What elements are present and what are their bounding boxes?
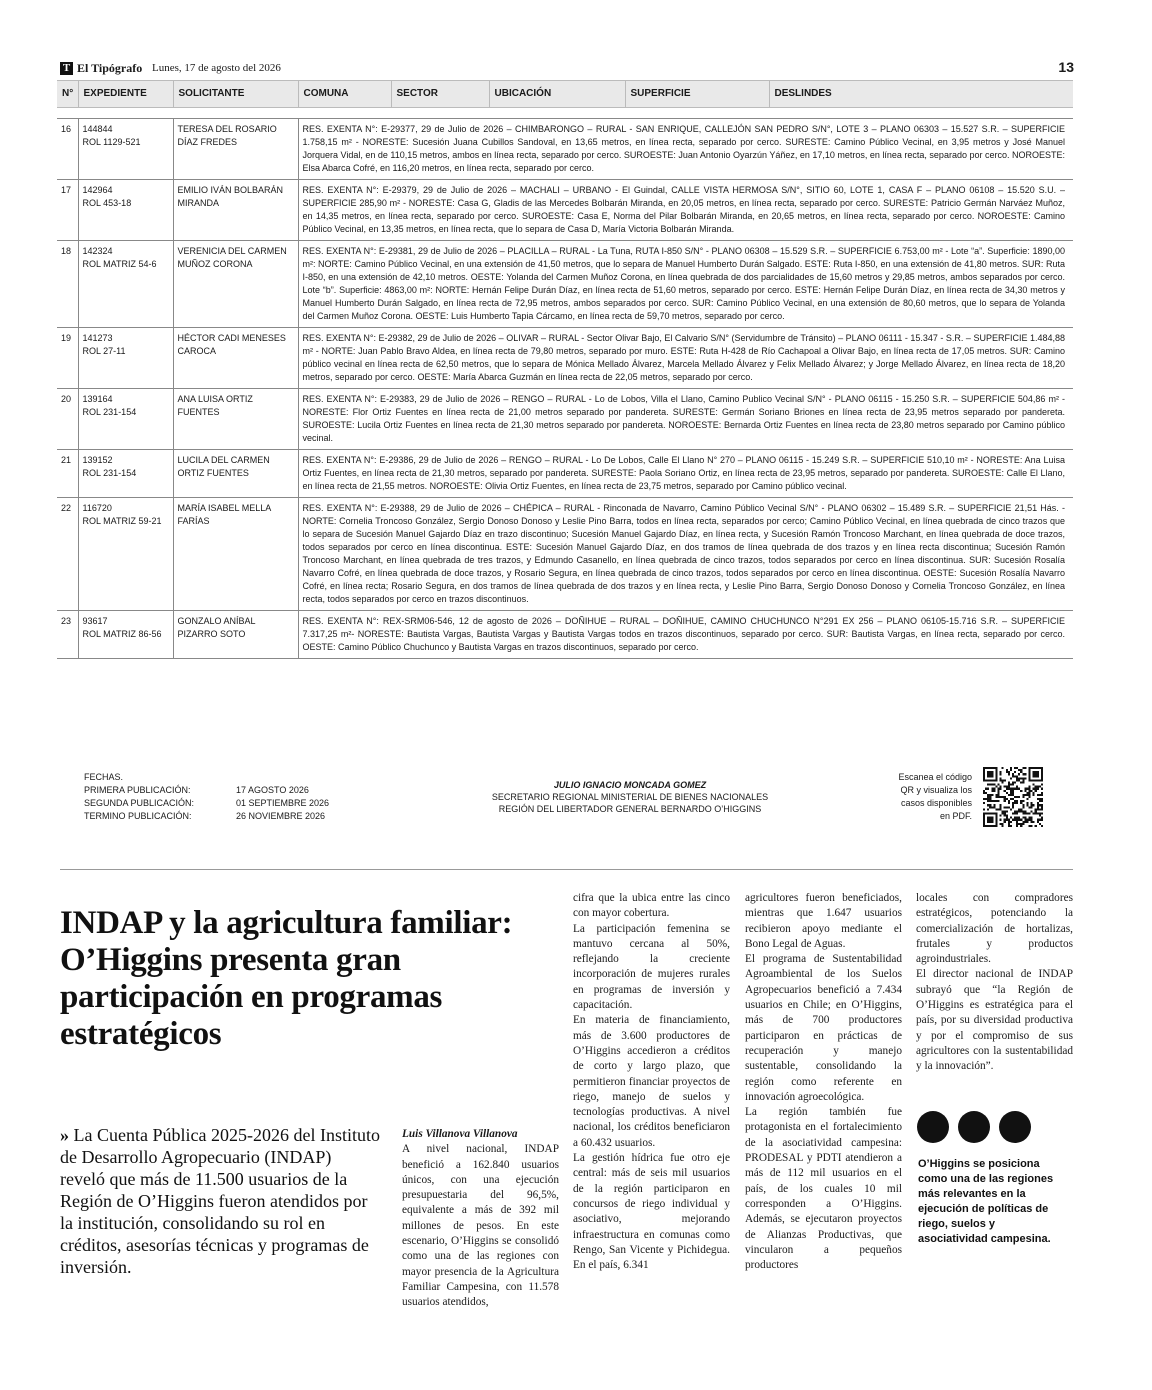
expediente-cell (78, 450, 173, 498)
solicitante-line: FARÍAS (177, 516, 210, 526)
newspaper-logo: T (60, 62, 73, 75)
lede-text: La Cuenta Pública 2025-2026 del Instituto de Desarrollo Agropecuario (INDAP) reveló que más de 11.500 usuarios de la Región de O’Higgins fueron atendidos por la institución, consolidando su rol en créditos, asesorías técnicas y programas de inversión. (60, 1125, 380, 1277)
signer-name: JULIO IGNACIO MONCADA GOMEZ (553, 780, 707, 790)
article-column-1 (402, 1127, 559, 1311)
signer-block (430, 779, 830, 815)
signer-role: SECRETARIO REGIONAL MINISTERIAL DE BIENES NACIONALES (491, 792, 769, 802)
newspaper-name: El Tipógrafo (77, 61, 143, 75)
row-number: 16 (57, 119, 78, 180)
expediente-line: ROL 1129-521 (82, 137, 141, 147)
publication-date-value: 01 SEPTIEMBRE 2026 (236, 798, 330, 808)
expediente-cell (78, 119, 173, 180)
table-row (57, 241, 1073, 328)
solicitante-cell (173, 328, 298, 389)
article-lede (60, 1124, 380, 1278)
publication-dates (84, 771, 329, 823)
table-row (57, 119, 1073, 180)
lede-marker-icon: » (60, 1125, 69, 1145)
column-header: SOLICITANTE (173, 81, 298, 108)
expediente-line: ROL 27-11 (82, 346, 126, 356)
article-paragraph: La participación femenina se mantuvo cercana al 50%, reflejando la creciente incorporación de mujeres rurales en programas de inversión y capacitación. (573, 922, 730, 1012)
decorative-dots (917, 1111, 1037, 1143)
article-paragraph: En materia de financiamiento, más de 3.600 productores de O’Higgins accedieron a créditos de corto y largo plazo, que permitieron financiar proyectos de riego, manejo de suelos y tecnologías productivas. A nivel nacional, los créditos beneficiaron a 60.432 usuarios. (573, 1014, 730, 1149)
expediente-line: ROL 453-18 (82, 198, 132, 208)
expediente-line: ROL MATRIZ 54-6 (82, 259, 157, 269)
dot-icon (999, 1111, 1031, 1143)
deslindes-table (57, 80, 1073, 659)
article-paragraph: agricultores fueron beneficiados, mientras que 1.647 usuarios recibieron apoyo mediante el Bono Legal de Aguas. (745, 892, 902, 950)
qr-caption-line: QR y visualiza los (900, 785, 972, 795)
table-row (57, 180, 1073, 241)
column-header: SECTOR (391, 81, 489, 108)
article-paragraph: La gestión hídrica fue otro eje central: más de seis mil usuarios de la región participaron en concursos de riego individual y asociativo, mejorando infraestructura en comunas como Rengo, San Vicente y Pichidegua. En el país, 6.341 (573, 1152, 730, 1272)
byline: Luis Villanova Villanova (402, 1128, 518, 1140)
publication-date-row (84, 810, 329, 823)
column-header: UBICACIÓN (489, 81, 625, 108)
page-number: 13 (1058, 59, 1074, 75)
solicitante-cell (173, 389, 298, 450)
column-header: COMUNA (298, 81, 391, 108)
solicitante-cell (173, 611, 298, 659)
solicitante-line: PIZARRO SOTO (177, 629, 246, 639)
deslindes-cell: RES. EXENTA N°: E-29381, 29 de Julio de 2026 – PLACILLA – RURAL - La Tuna, RUTA I-850 S/N° - PLANO 06308 – 15.529 S.R. – SUPERFICIE 6.753,00 m² - Lote “a”. Superficie: 1890,00 m²: NORTE: Camino Público Vecinal, en una extensión de 41,50 metros, que lo separa de Manuel Humberto Durán Salgado. ESTE: Ruta I-850, en una extensión de 41,80 metros. SUR: Ruta I-850, en una extensión de 42,10 metros. OESTE: Yolanda del Carmen Muñoz Corona, en línea quebrada de dos parcialidades de 15,60 metros y 29,85 metros, ambos separados por cerco. Lote “b”. Superficie: 4863,00 m²: NORTE: Hernán Felipe Durán Díaz, en línea recta de 51,60 metros, separado por cerco. ESTE: Hernán Felipe Durán Díaz, en línea recta de 34,30 metros y Manuel Humberto Durán Salgado, en línea recta de 72,95 metros, ambos separados por cerco. SUR: Camino Público Vecinal, en una extensión de 80,60 metros, que lo separa de Yolanda del Carmen Muñoz Corona. OESTE: Luis Humberto Tapia Cárcamo, en línea recta de 59,70 metros, separado por cerco. (298, 241, 1073, 328)
expediente-cell (78, 241, 173, 328)
expediente-line: 142324 (82, 246, 113, 256)
expediente-line: 141273 (82, 333, 113, 343)
qr-caption-line: casos disponibles (900, 798, 972, 808)
solicitante-line: GONZALO ANÍBAL (177, 616, 256, 626)
deslindes-cell: RES. EXENTA N°: E-29382, 29 de Julio de 2026 – OLIVAR – RURAL - Sector Olivar Bajo, El Calvario S/N° (Servidumbre de Tránsito) – PLANO 06111 - 15.347 - S.R. – SUPERFICIE 1.484,88 m² - NORTE: Juan Pablo Bravo Aldea, en línea recta de 79,80 metros, separado por muro. ESTE: Ruta H-428 de Río Cachapoal a Olivar Bajo, en línea recta de 17,05 metros. SUR: Camino público vecinal en línea recta de 62,50 metros, que lo separa de Mónica Mellado Álvarez, Marcela Mellado Álvarez y Felix Mellado Álvarez; y Jorge Mellado Álvarez, en línea recta de 18,20 metros, separado por cerco. OESTE: María Abarca Guzmán en línea recta de 22,05 metros, separado por cerco. (298, 328, 1073, 389)
expediente-cell (78, 611, 173, 659)
deslindes-cell: RES. EXENTA N°: E-29379, 29 de Julio de 2026 – MACHALI – URBANO - El Guindal, CALLE VISTA HERMOSA S/N°, SITIO 60, LOTE 1, CASA F – PLANO 06108 – 15.520 S.U. – SUPERFICIE 285,90 m² - NORESTE: Casa G, Gladis de las Mercedes Bolbarán Miranda, en 20,05 metros, en línea recta, separado por cerco. SURESTE: Patricio Germán Narváez Muñoz, en 14,35 metros, en línea recta, separado por cerco. SUROESTE: Casa E, Norma del Pilar Bolbarán Miranda, en 20,65 metros, en línea recta, separado por cerco. NOROESTE: Camino Público Vecinal, en 13,35 metros, en línea recta, que lo separa de Casa D, María Victoria Bolbarán Miranda. (298, 180, 1073, 241)
pull-quote: O’Higgins se posiciona como una de las regiones más relevantes en la ejecución de políticas de riego, suelos y asociatividad campesina. (918, 1158, 1054, 1245)
deslindes-cell: RES. EXENTA N°: E-29386, 29 de Julio de 2026 – RENGO – RURAL - Lo De Lobos, Calle El Llano N° 270 – PLANO 06115 - 15.249 S.R. – SUPERFICIE 510,10 m² - NORESTE: Ana Luisa Ortiz Fuentes, en línea recta de 21,30 metros, separado por pandereta. SURESTE: Paola Soriano Ortiz, en línea recta de 23,95 metros, separado por pandereta. SUROESTE: Calle El Llano, en línea recta de 21,55 metros. NOROESTE: Olivia Ortiz Fuentes, en línea recta de 23,75 metros, separado por Camino público vecinal. (298, 450, 1073, 498)
solicitante-line: FUENTES (177, 407, 220, 417)
article-paragraph: El programa de Sustentabilidad Agroambiental de los Suelos Agropecuarios benefició a 7.434 usuarios en Chile; en O’Higgins, más de 700 productores participaron en prácticas de recuperación y manejo sustentable, consolidando la región como referente en innovación agroecológica. (745, 953, 902, 1103)
solicitante-cell (173, 498, 298, 611)
article-paragraph: A nivel nacional, INDAP benefició a 162.840 usuarios únicos, con una ejecución presupuestaria del 96,5%, equivalente a más de 392 mil millones de pesos. En este escenario, O’Higgins se consolidó como una de las regiones con mayor presencia de la Agricultura Familiar Campesina, con 11.578 usuarios atendidos, (402, 1143, 559, 1309)
row-number: 20 (57, 389, 78, 450)
expediente-line: 144844 (82, 124, 113, 134)
publication-dates-title: FECHAS. (84, 772, 124, 782)
article-headline: INDAP y la agricultura familiar: O’Higgins presenta gran participación en programas estratégicos (60, 905, 513, 1052)
solicitante-line: HÉCTOR CADI MENESES (177, 333, 286, 343)
solicitante-line: DÍAZ FREDES (177, 137, 238, 147)
row-number: 17 (57, 180, 78, 241)
table-header-row (57, 81, 1073, 108)
expediente-cell (78, 328, 173, 389)
table-spacer-row (57, 108, 1073, 119)
solicitante-cell (173, 450, 298, 498)
solicitante-line: ORTIZ FUENTES (177, 468, 249, 478)
expediente-cell (78, 389, 173, 450)
article-paragraph: locales con compradores estratégicos, potenciando la comercialización de hortalizas, frutales y productos agroindustriales. (916, 892, 1073, 966)
solicitante-cell (173, 119, 298, 180)
qr-code-icon[interactable] (983, 767, 1043, 827)
solicitante-line: MUÑOZ CORONA (177, 259, 253, 269)
deslindes-cell: RES. EXENTA N°: REX-SRM06-546, 12 de agosto de 2026 – DOÑIHUE – RURAL – DOÑIHUE, CAMINO CHUCHUNCO N°291 EX 256 – PLANO 06105-15.716 S.R. – SUPERFICIE 7.317,25 m²- NORESTE: Bautista Vargas, Bautista Vargas y Bautista Vargas todos en trazos discontinuos, separado por cerco. SUR: Bautista Vargas, en línea recta, separado por cerco. OESTE: Camino Público Chuchunco y Bautista Vargas en trazos discontinuos, separado por cerco. (298, 611, 1073, 659)
row-number: 21 (57, 450, 78, 498)
article-column-4 (916, 891, 1073, 1075)
solicitante-line: VERENICIA DEL CARMEN (177, 246, 287, 256)
table-row (57, 328, 1073, 389)
table-row (57, 389, 1073, 450)
publication-date-row (84, 797, 329, 810)
expediente-line: ROL 231-154 (82, 407, 137, 417)
column-header: N° (57, 81, 78, 108)
table-row (57, 611, 1073, 659)
deslindes-cell: RES. EXENTA N°: E-29377, 29 de Julio de 2026 – CHIMBARONGO – RURAL - SAN ENRIQUE, CALLEJÓN SAN PEDRO S/N°, LOTE 3 – PLANO 06303 – 15.527 S.R. – SUPERFICIE 1.758,15 m² - NORESTE: Sucesión Juana Cubillos Sandoval, en 13,65 metros, en línea recta, separado por cerco. SURESTE: Camino Público Vecinal, en 3,95 metros y José Manuel Jorquera Vidal, en de 110,15 metros, ambos en línea recta, separado por cerco. SUROESTE: Juan Antonio Oyarzún Yáñez, en 17,10 metros, en línea recta, separado por cerco. NOROESTE: Elsa Abarca Cofré, en 116,20 metros, en línea recta, separado por cerco. (298, 119, 1073, 180)
article-column-2 (573, 891, 730, 1273)
dot-icon (917, 1111, 949, 1143)
article-column-3 (745, 891, 902, 1273)
publication-date-label: SEGUNDA PUBLICACIÓN: (84, 798, 195, 808)
expediente-line: 139164 (82, 394, 113, 404)
expediente-cell (78, 498, 173, 611)
publication-date-value: 17 AGOSTO 2026 (236, 785, 309, 795)
solicitante-line: EMILIO IVÁN BOLBARÁN (177, 185, 284, 195)
solicitante-line: TERESA DEL ROSARIO (177, 124, 277, 134)
solicitante-line: LUCILA DEL CARMEN (177, 455, 270, 465)
expediente-cell (78, 180, 173, 241)
column-header: DESLINDES (769, 81, 1073, 108)
solicitante-line: MARÍA ISABEL MELLA (177, 503, 272, 513)
expediente-line: ROL MATRIZ 86-56 (82, 629, 162, 639)
masthead (60, 60, 1074, 78)
publication-date-label: TERMINO PUBLICACIÓN: (84, 811, 192, 821)
row-number: 23 (57, 611, 78, 659)
qr-caption (860, 771, 972, 823)
expediente-line: 93617 (82, 616, 108, 626)
solicitante-cell (173, 241, 298, 328)
qr-caption-line: en PDF. (939, 811, 972, 821)
solicitante-cell (173, 180, 298, 241)
expediente-line: 142964 (82, 185, 113, 195)
table-row (57, 450, 1073, 498)
solicitante-line: ANA LUISA ORTIZ (177, 394, 253, 404)
issue-date: Lunes, 17 de agosto del 2026 (152, 62, 281, 74)
row-number: 18 (57, 241, 78, 328)
table-row (57, 498, 1073, 611)
deslindes-cell: RES. EXENTA N°: E-29383, 29 de Julio de 2026 – RENGO – RURAL - Lo de Lobos, Villa el Llano, Camino Publico Vecinal S/N° - PLANO 06115 - 15.250 S.R. – SUPERFICIE 504,86 m² - NORESTE: Flor Ortiz Fuentes en línea recta de 21,00 metros separado por pandereta. SURESTE: Germán Soriano Briones en línea recta de 23,95 metros separado por pandereta. SUROESTE: Lucila Ortiz Fuentes en línea recta de 21,30 metros separado por pandereta. NOROESTE: Bernarda Ortiz Fuentes en línea recta de 23,80 metros separado por Camino público vecinal. (298, 389, 1073, 450)
publication-date-label: PRIMERA PUBLICACIÓN: (84, 785, 191, 795)
solicitante-line: CAROCA (177, 346, 217, 356)
row-number: 19 (57, 328, 78, 389)
signer-region: REGIÓN DEL LIBERTADOR GENERAL BERNARDO O’HIGGINS (498, 804, 762, 814)
expediente-line: ROL 231-154 (82, 468, 137, 478)
row-number: 22 (57, 498, 78, 611)
publication-date-row (84, 784, 329, 797)
expediente-line: 139152 (82, 455, 113, 465)
expediente-line: 116720 (82, 503, 112, 513)
dot-icon (958, 1111, 990, 1143)
article-paragraph: La región también fue protagonista en el fortalecimiento de la asociatividad campesina: PRODESAL y PDTI atendieron a más de 112 mil usuarios en el país, de los cuales 10 mil corresponden a O’Higgins. Además, se ejecutaron proyectos de Alianzas Productivas, que vincularon a pequeños productores (745, 1106, 902, 1272)
section-divider (60, 869, 1073, 870)
publication-date-value: 26 NOVIEMBRE 2026 (236, 811, 326, 821)
solicitante-line: MIRANDA (177, 198, 220, 208)
deslindes-cell: RES. EXENTA N°: E-29388, 29 de Julio de 2026 – CHÉPICA – RURAL - Rinconada de Navarro, Camino Público Vecinal S/N° - PLANO 06302 – 15.489 S.R. – SUPERFICIE 21,51 Hás. - NORTE: Cornelia Troncoso González, Sergio Donoso Donoso y Leslie Pino Barra, todos en línea recta, separados por cerco; Camino Público Vecinal, en línea quebrada de cinco trazos que lo separa de Sucesión Manuel Gajardo Díaz en trazo discontinuo; Sucesión Manuel Gajardo Díaz, en línea recta, y Sucesión Ramón Troncoso Marchant, en línea quebrada de doce trazos, todos separados por cerco en línea discontinua. ESTE: Sucesión Manuel Gajardo Díaz, en dos tramos de línea quebrada de dos trazos y en línea recta discontinua; Sucesión Ramón Troncoso Marchant, en línea quebrada de tres trazos, y Edmundo Casanello, en línea quebrada de cinco trazos, todos separados por cerco en línea discontinua. SUR: Sucesión Rosalía Navarro Cofré, en línea quebrada de doce trazos, y Rosario Segura, en línea quebrada de cinco trazos, todos separados por cerco en línea discontinua. OESTE: Sucesión Rosalía Navarro Cofré, en línea recta; Rosario Segura, en dos tramos de línea quebrada de dos trazos y en línea recta, y Leslie Pino Barra, Sergio Donoso Donoso y Cornelia Troncoso González, en línea recta, todos separados por cerco en trazos discontinuos. (298, 498, 1073, 611)
expediente-line: ROL MATRIZ 59-21 (82, 516, 162, 526)
article-paragraph: cifra que la ubica entre las cinco con mayor cobertura. (573, 892, 730, 920)
qr-caption-line: Escanea el código (898, 772, 972, 782)
column-header: EXPEDIENTE (78, 81, 173, 108)
column-header: SUPERFICIE (625, 81, 769, 108)
article-paragraph: El director nacional de INDAP subrayó que “la Región de O’Higgins es estratégica para el país, por su diversidad productiva y por el compromiso de sus agricultores con la sustentabilidad y la innovación”. (916, 968, 1073, 1073)
